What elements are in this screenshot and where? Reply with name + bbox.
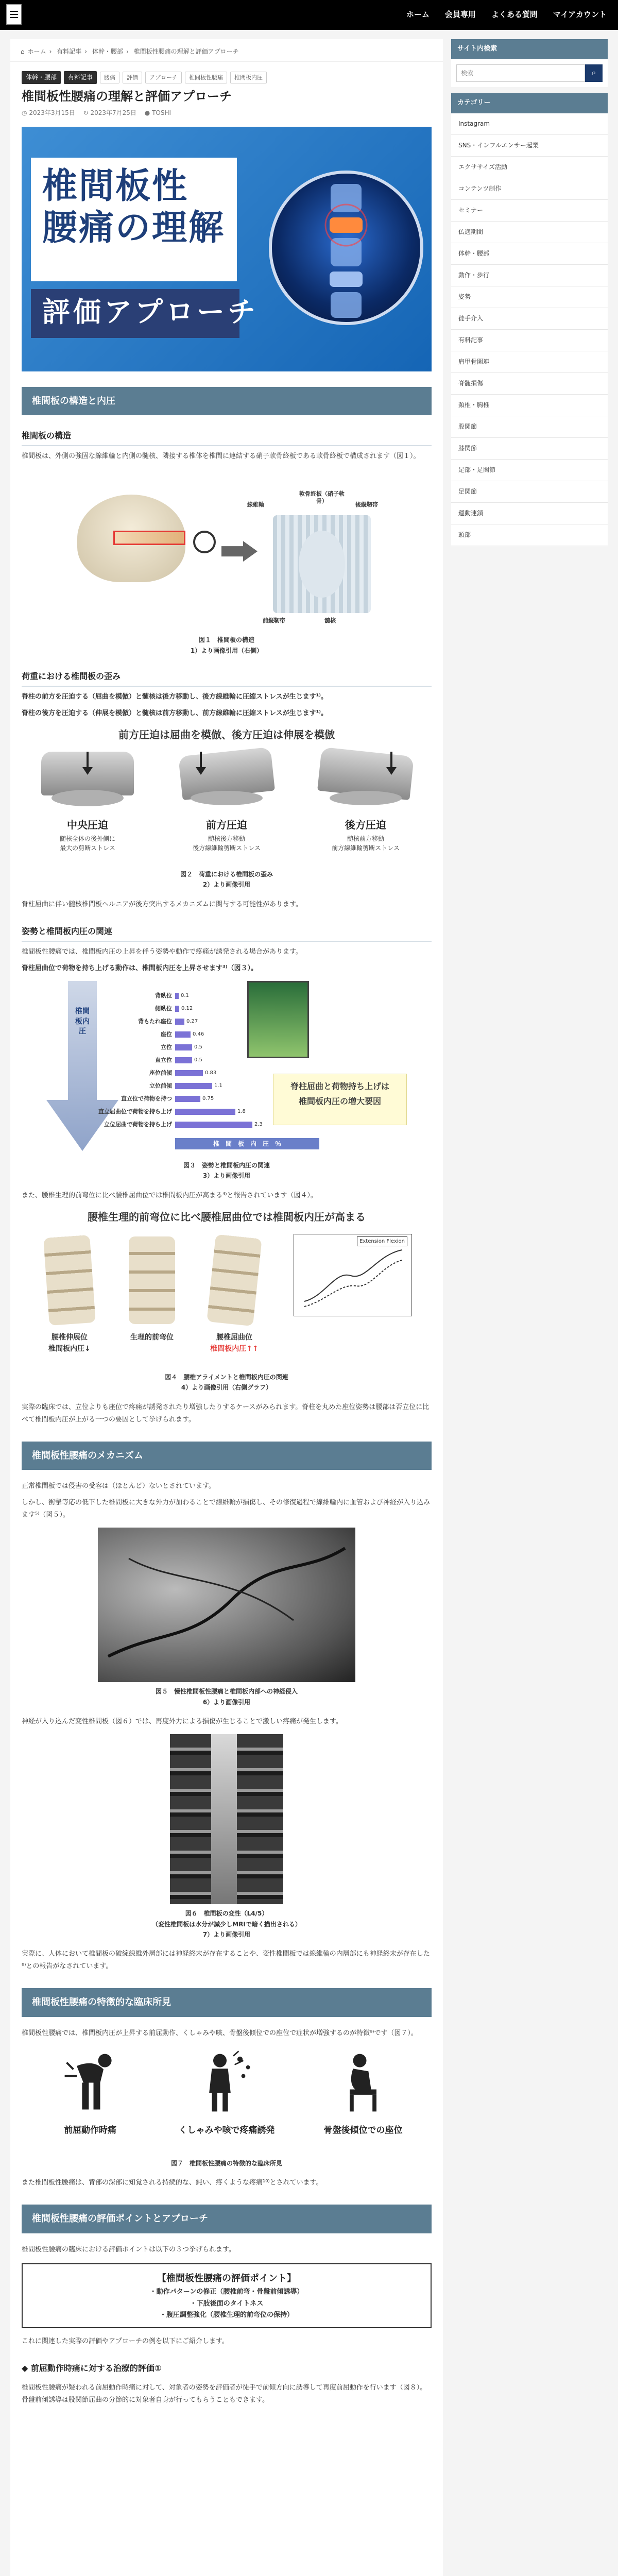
menu-logo-icon[interactable] <box>6 4 22 25</box>
figure-caption: 図６ 椎間板の変性（L4/5） （変性椎間板は水分が減少しMRIで暗く描出される） 7）より画像引用 <box>152 1910 301 1938</box>
nav-members[interactable]: 会員専用 <box>444 10 476 19</box>
hero-image <box>22 127 432 371</box>
category-badge-2[interactable]: 有料記事 <box>64 71 97 84</box>
tag-item[interactable]: アプローチ <box>145 72 182 83</box>
category-item[interactable]: 徒手介入 <box>451 308 608 330</box>
bar <box>175 1083 212 1089</box>
paragraph: 脊柱の前方を圧迫する（屈曲を模倣）と髄核は後方移動し、後方線維輪に圧縮ストレスが生じます¹⁾。 <box>22 692 328 701</box>
bar-row <box>93 1120 263 1129</box>
figure-caption: 図３ 姿勢と椎間板内圧の関連 3）より画像引用 <box>183 1161 270 1180</box>
breadcrumb: ⌂ ホーム › 有料記事 › 体幹・腰部 › 椎間板性腰痛の理解と評価アプローチ <box>10 39 443 62</box>
figure-caption: 図２ 荷重における椎間板の歪み 2）より画像引用 <box>180 871 273 889</box>
widget-title: サイト内検索 <box>451 39 608 59</box>
tag-list <box>10 62 443 84</box>
user-icon: ● <box>144 109 150 116</box>
paragraph: しかし、衝撃等応の低下した椎間板に大きな外力が加わることで線維輪が損傷し、その修復過程で線維輪内に血管および神経が入り込みます⁵⁾（図５）。 <box>22 1499 431 1519</box>
spine-neutral <box>129 1236 175 1324</box>
spine-label: 腰椎伸展位 椎間板内圧↓ <box>48 1333 91 1353</box>
bar-label: 立位屈曲で荷物を持ち上げ <box>104 1121 172 1128</box>
diagram-desc: 髄核前方移動 前方線維輪剪断ストレス <box>332 835 400 852</box>
box-title: 【椎間板性腰痛の評価ポイント】 <box>157 2273 296 2284</box>
pressure-graph <box>294 1234 412 1316</box>
symptom-label: くしゃみや咳で疼痛誘発 <box>178 2125 275 2136</box>
paragraph: 脊柱屈曲に伴い髄核椎間板ヘルニアが後方突出するメカニズムに関与する可能性があります。 <box>22 900 302 908</box>
bar-row <box>93 1043 202 1052</box>
figure-caption: 図７ 椎間板性腰痛の特徴的な臨床所見 <box>170 2159 282 2167</box>
section-heading: 椎間板性腰痛のメカニズム <box>22 1442 432 1470</box>
search-widget <box>451 39 608 87</box>
label-plligament: 後縦靭帯 <box>355 501 378 509</box>
label-annulus: 線維輪 <box>247 501 264 509</box>
symptom-label: 骨盤後傾位での座位 <box>323 2125 403 2136</box>
top-nav <box>391 0 607 30</box>
label-nucleus: 髄核 <box>324 617 336 624</box>
section-heading: 椎間板性腰痛の評価ポイントとアプローチ <box>22 2205 432 2233</box>
crumb-home[interactable]: ホーム <box>27 48 46 55</box>
paragraph: 椎間板は、外側の強固な線維輪と内側の髄核、隣接する椎体を椎間に連結する硝子軟骨終板である軟骨終板で構成されます（図１）。 <box>22 452 420 461</box>
mri-spinal-canal <box>211 1734 237 1904</box>
paragraph: 脊柱屈曲位で荷物を持ち上げる動作は、椎間板内圧を上昇させます³⁾（図３）。 <box>22 964 258 972</box>
figure-caption: 図５ 慢性椎間板性腰痛と椎間板内部への神経侵入 6）より画像引用 <box>155 1688 298 1706</box>
arrow-down-icon <box>41 752 134 808</box>
nav-faq[interactable]: よくある質問 <box>491 10 538 19</box>
tag-item[interactable]: 椎間板性腰痛 <box>185 72 227 83</box>
arrow-right-icon <box>221 541 258 562</box>
subsection-heading: 荷重における椎間板の歪み <box>22 669 432 687</box>
category-item[interactable]: 仏適期間 <box>451 222 608 243</box>
sidebar <box>451 39 608 546</box>
tag-item[interactable]: 腰痛 <box>100 72 119 83</box>
bar-row <box>93 1004 193 1013</box>
diagram-desc: 髄核後方移動 後方線維輪剪断ストレス <box>193 835 261 852</box>
disc-highlight <box>113 531 185 545</box>
category-badge[interactable]: 体幹・腰部 <box>22 71 61 84</box>
bar <box>175 993 179 999</box>
category-item[interactable]: 股関節 <box>451 416 608 438</box>
tag-item[interactable]: 評価 <box>123 72 142 83</box>
updated-date: 2023年7月25日 <box>90 109 136 116</box>
paragraph: 椎間板性腰痛の臨床における評価ポイントは以下の３つ挙げられます。 <box>22 2245 235 2253</box>
bar-label: 立位前傾 <box>149 1082 172 1090</box>
spine-illustration <box>269 171 423 325</box>
evaluation-box <box>22 2263 432 2328</box>
category-item[interactable]: 頭部 <box>451 524 608 546</box>
figure-6 <box>170 1734 283 1904</box>
symptom-item <box>304 2046 422 2139</box>
spine-flexion <box>207 1234 262 1326</box>
category-item[interactable]: SNS・インフルエンサー起業 <box>451 135 608 157</box>
section-heading: 椎間板性腰痛の特徴的な臨床所見 <box>22 1988 432 2017</box>
arrow-down-icon <box>319 752 412 808</box>
category-item[interactable]: 動作・歩行 <box>451 265 608 286</box>
paragraph: 実際の臨床では、立位よりも座位で疼痛が誘発されたり増強したりするケースがみられます。脊柱を丸めた座位姿勢は腰部は否立位に比べて椎間板内圧が上がる一つの要因として挙げられます。 <box>22 1403 430 1423</box>
bar-value: 0.27 <box>186 1019 198 1025</box>
figure-7 <box>31 2046 422 2154</box>
article-main <box>10 39 443 2576</box>
home-icon: ⌂ <box>21 48 25 55</box>
category-item[interactable]: 膝関節 <box>451 438 608 460</box>
paragraph: 実際に、人体において椎間板の破綻線維外層部には神経終末が存在することや、変性椎間板では線維輪の内層部にも神経終末が存在した⁸⁾との報告がなされています。 <box>22 1950 430 1971</box>
section-heading: 椎間板の構造と内圧 <box>22 387 432 416</box>
search-input[interactable] <box>456 64 585 82</box>
figure-1 <box>57 469 397 623</box>
compression-diagram <box>41 752 134 801</box>
box-item: ・腹圧調整強化（腰椎生理的前弯位の保持） <box>159 2311 294 2319</box>
bar-value: 0.1 <box>181 993 189 999</box>
figure-5 <box>98 1528 355 1682</box>
paragraph: 正常椎間板では侵害の受容は（ほとんど）ないとされています。 <box>22 1482 215 1490</box>
bar <box>175 1070 203 1076</box>
bar <box>175 1031 191 1038</box>
category-item[interactable]: 有料記事 <box>451 330 608 351</box>
figure-caption: 図１ 椎間板の構造 1）より画像引用（右側） <box>190 636 263 654</box>
slouch-sitting-icon <box>330 2046 397 2113</box>
paragraph: 脊柱の後方を圧迫する（伸展を模倣）と髄核は前方移動し、前方線維輪に圧縮ストレスが生じます¹⁾。 <box>22 709 328 717</box>
paragraph: 椎間板性腰痛が疑われる前屈動作時痛に対して、対象者の姿勢を評価者が徒手で前傾方向に誘導して再度前屈動作を行います（図８）。骨盤前傾誘導は股関節屈曲の分節的に対象者自身が行ってもらうこともできます。 <box>22 2383 427 2404</box>
crumb-category[interactable]: 体幹・腰部 <box>92 48 123 55</box>
graph-legend: Extension Flexion <box>357 1236 407 1247</box>
spine-label: 腰椎屈曲位 椎間板内圧↑↑ <box>210 1333 259 1353</box>
figure-2 <box>31 726 422 865</box>
bar-label: 背臥位 <box>155 992 172 999</box>
paragraph: また椎間板性腰痛は、背部の深部に知覚される持続的な、鈍い、疼くような疼痛¹⁰⁾とされています。 <box>22 2179 323 2187</box>
bar-label: 座位前傾 <box>149 1070 172 1077</box>
bar-row <box>93 1056 202 1065</box>
arrow-down-icon <box>180 752 273 808</box>
clock-icon: ◷ <box>22 109 27 116</box>
bar-label: 直立屈曲位で荷物を持ち上げ <box>98 1108 172 1115</box>
page-title: 椎間板性腰痛の理解と評価アプローチ <box>22 89 232 104</box>
category-item[interactable]: 体幹・腰部 <box>451 243 608 265</box>
bar-value: 2.3 <box>254 1122 263 1128</box>
figure-4 <box>26 1208 427 1368</box>
tag-item[interactable]: 椎間板内圧 <box>230 72 267 83</box>
bar-value: 0.46 <box>193 1031 204 1038</box>
label-endplate: 軟骨終板（硝子軟骨） <box>299 490 345 505</box>
bar <box>175 1109 235 1115</box>
diagram-label: 前方圧迫 <box>206 819 247 832</box>
author-name[interactable]: TOSHI <box>152 109 171 116</box>
label-alligament: 前縦靭帯 <box>263 617 285 624</box>
nav-account[interactable]: マイアカウント <box>553 10 607 19</box>
category-item[interactable]: エクササイズ活動 <box>451 157 608 178</box>
widget-title: カテゴリー <box>451 93 608 113</box>
bar-row <box>93 1081 222 1091</box>
bar-value: 1.8 <box>237 1109 246 1115</box>
bar-value: 0.12 <box>181 1006 193 1012</box>
subsection-heading: ◆ 前屈動作時痛に対する治療的評価① <box>22 2363 162 2373</box>
category-list <box>451 113 608 546</box>
bar-value: 0.5 <box>194 1044 202 1050</box>
category-item[interactable]: 足関節 <box>451 481 608 503</box>
category-item[interactable]: 頚椎・胸椎 <box>451 395 608 416</box>
hero-subtitle: 評価アプローチ <box>42 295 259 328</box>
bar-value: 0.5 <box>194 1057 202 1063</box>
category-item[interactable]: 姿勢 <box>451 286 608 308</box>
category-item[interactable]: 運動連鎖 <box>451 503 608 524</box>
arrow-label: 椎間板内圧 <box>75 1007 90 1036</box>
bar <box>175 1122 252 1128</box>
top-header <box>0 0 618 30</box>
sneeze-icon <box>193 2046 260 2113</box>
subsection-heading: 椎間板の構造 <box>22 429 432 446</box>
crumb-current: 椎間板性腰痛の理解と評価アプローチ <box>133 48 239 55</box>
bar-value: 1.1 <box>214 1083 222 1089</box>
search-button[interactable] <box>585 64 603 82</box>
bar-value: 0.83 <box>205 1070 217 1076</box>
bar-row <box>93 991 189 1001</box>
bar-label: 直立位で荷物を持つ <box>121 1095 172 1103</box>
category-item[interactable]: 脊髄損傷 <box>451 373 608 395</box>
figure-title: 前方圧迫は屈曲を模倣、後方圧迫は伸展を模倣 <box>118 728 335 741</box>
magnifier-icon <box>193 531 216 553</box>
bar <box>175 1057 192 1063</box>
nucleus-shape <box>299 531 345 598</box>
category-item[interactable]: 肩甲骨関連 <box>451 351 608 373</box>
bar-row <box>93 1107 246 1116</box>
paragraph: これに関連した実際の評価やアプローチの例を以下にご紹介します。 <box>22 2337 229 2345</box>
diagram-label: 後方圧迫 <box>345 819 386 832</box>
bar-label: 立位 <box>161 1044 172 1051</box>
compression-diagram <box>319 752 412 801</box>
figure-title: 腰椎生理的前弯位に比べ腰椎屈曲位では椎間板内圧が高まる <box>88 1210 366 1223</box>
diagram-label: 中央圧迫 <box>67 819 108 832</box>
subsection-heading: 姿勢と椎間板内圧の関連 <box>22 924 432 942</box>
bar-label: 側臥位 <box>155 1005 172 1012</box>
hero-title: 椎間板性 腰痛の理解 <box>42 165 226 249</box>
compression-diagram <box>180 752 273 801</box>
search-icon: ⌕ <box>591 68 596 77</box>
bar <box>175 1006 179 1012</box>
paragraph: また、腰椎生理的前弯位に比べ腰椎屈曲位では椎間板内圧が高まる⁴⁾と報告されています（図４）。 <box>22 1191 317 1199</box>
symptom-label: 前屈動作時痛 <box>64 2125 116 2136</box>
lifting-photo <box>247 981 309 1058</box>
category-widget <box>451 93 608 546</box>
diagram-desc: 髄核全体の後外側に 最大の剪断ストレス <box>59 835 115 852</box>
figure-caption: 図４ 腰椎アライメントと椎間板内圧の関連 4）より画像引用（右側グラフ） <box>165 1373 288 1392</box>
bar <box>175 1019 184 1025</box>
highlight-note: 脊柱屈曲と荷物持ち上げは 椎間板内圧の増大要因 <box>273 1074 407 1125</box>
published-date: 2023年3月15日 <box>29 109 75 116</box>
bar-row <box>93 1017 198 1026</box>
bar-row <box>93 1094 214 1104</box>
spine-icon <box>272 174 420 322</box>
axis-label: 椎 間 板 内 圧 ％ <box>175 1138 319 1149</box>
box-item: ・下肢後面のタイトネス <box>190 2299 264 2308</box>
bar-label: 背もたれ座位 <box>138 1018 172 1025</box>
crumb-paid[interactable]: 有料記事 <box>57 48 82 55</box>
nerve-ingrowth-icon <box>98 1528 355 1682</box>
bar <box>175 1096 200 1102</box>
symptom-item <box>167 2046 286 2139</box>
category-item[interactable]: コンテンツ制作 <box>451 178 608 200</box>
bar-label: 直立位 <box>155 1057 172 1064</box>
paragraph: 椎間板性腰痛では、椎間板内圧の上昇を伴う姿勢や動作で疼痛が誘発される場合があります。 <box>22 947 302 956</box>
bar <box>175 1044 192 1050</box>
paragraph: 神経が入り込んだ変性椎間板（図６）では、再度外力による損傷が生じることで激しい疼痛が発生します。 <box>22 1718 342 1726</box>
bar-label: 座位 <box>161 1031 172 1038</box>
box-item: ・動作パターンの修正（腰椎前弯・骨盤前傾誘導） <box>149 2288 304 2296</box>
category-item[interactable]: 足部・足関節 <box>451 460 608 481</box>
figure-3 <box>31 981 422 1156</box>
paragraph: 椎間板性腰痛では、椎間板内圧が上昇する前屈動作、くしゃみや咳、骨盤後傾位での座位で症状が増強するのが特徴⁹⁾です（図７）。 <box>22 2029 418 2037</box>
bar-row <box>93 1069 216 1078</box>
post-meta <box>10 108 443 118</box>
spine-extension <box>43 1235 96 1326</box>
bar-value: 0.75 <box>202 1096 214 1102</box>
bar-row <box>93 1030 204 1039</box>
spine-label: 生理的前弯位 <box>130 1333 174 1342</box>
refresh-icon: ↻ <box>83 109 89 116</box>
nav-home[interactable]: ホーム <box>406 10 430 19</box>
category-item[interactable]: Instagram <box>451 113 608 135</box>
forward-bend-icon <box>57 2046 124 2113</box>
symptom-item <box>31 2046 149 2139</box>
search-form <box>451 59 608 87</box>
category-item[interactable]: セミナー <box>451 200 608 222</box>
curve-icon <box>294 1234 413 1317</box>
